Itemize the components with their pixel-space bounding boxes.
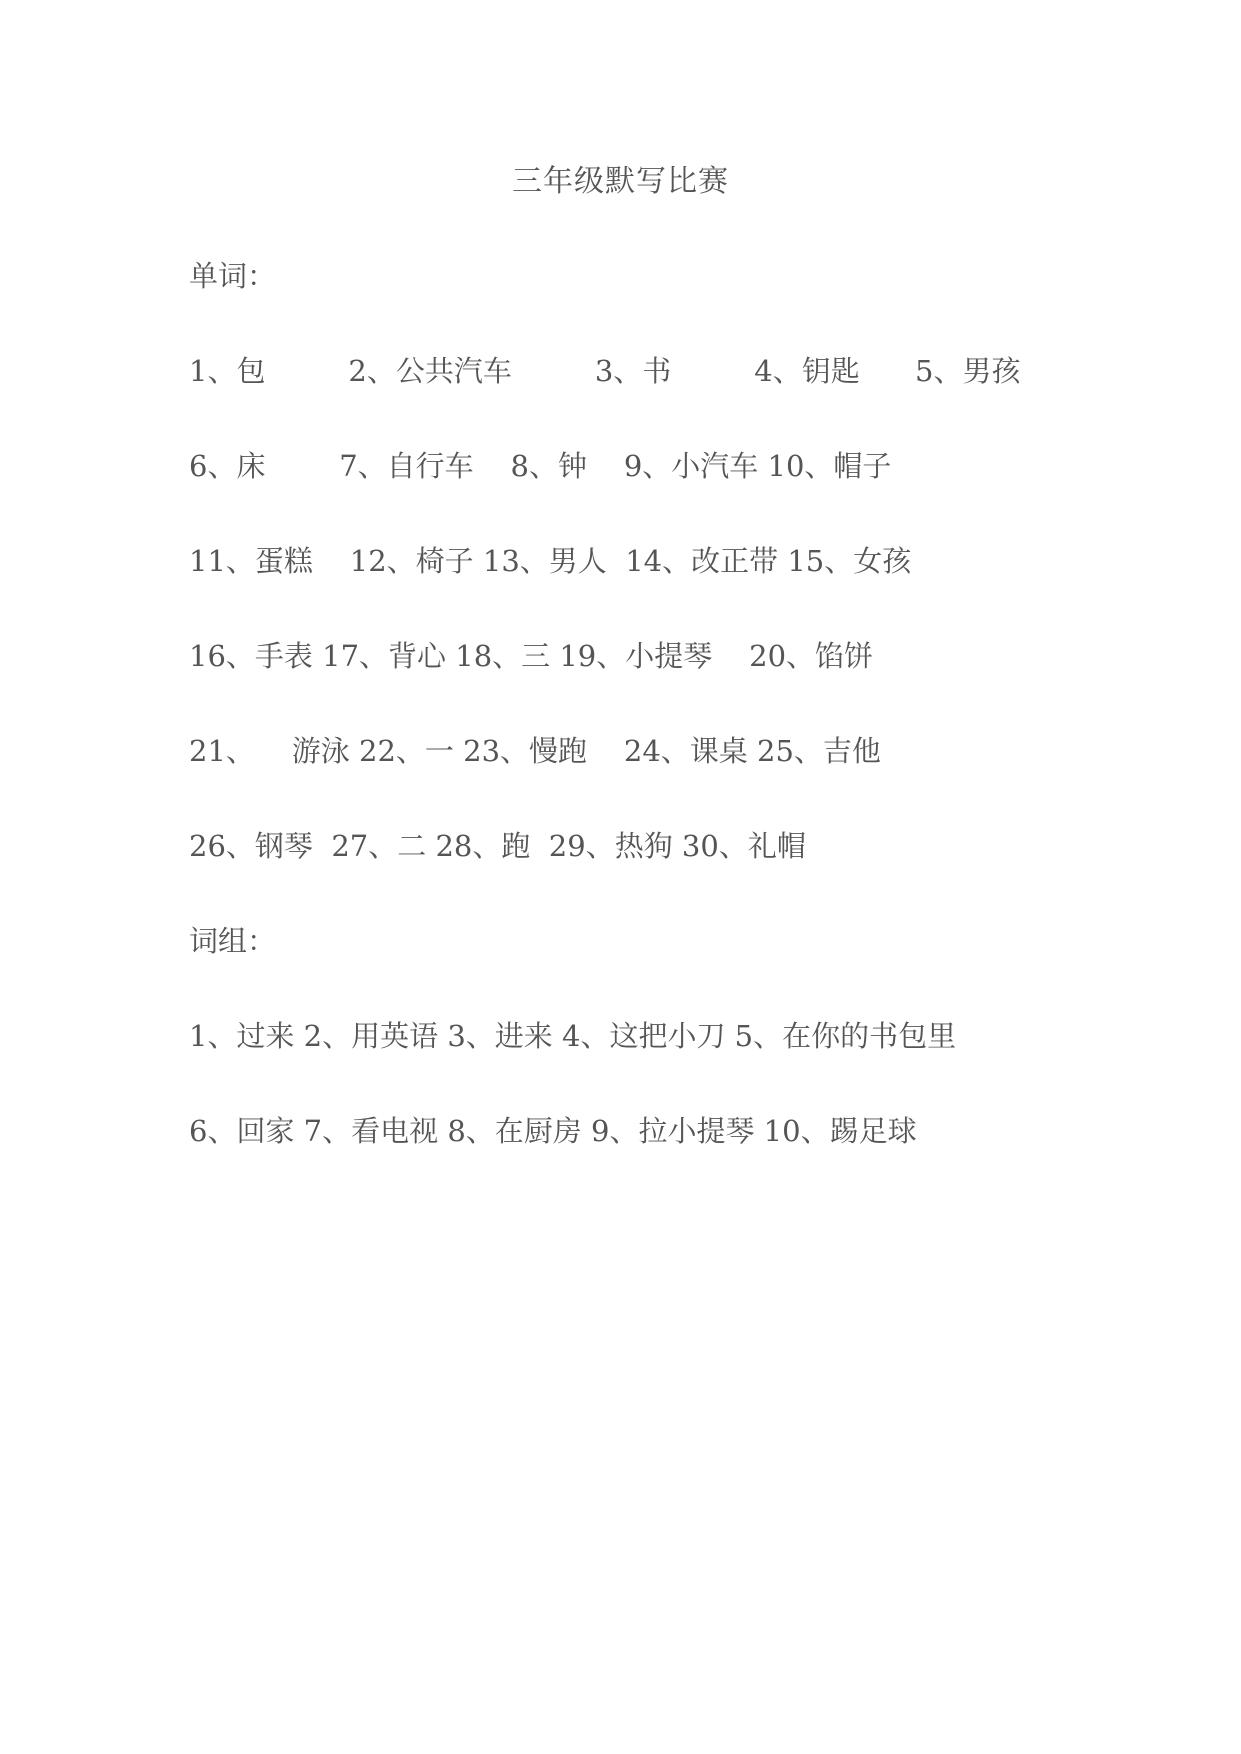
words-line-1: 1、包 2、公共汽车 3、书 4、钥匙 5、男孩 xyxy=(189,354,1021,388)
words-line-6: 26、钢琴 27、二 28、跑 29、热狗 30、礼帽 xyxy=(189,829,806,863)
words-heading: 单词： xyxy=(189,259,277,293)
words-line-4: 16、手表 17、背心 18、三 19、小提琴 20、馅饼 xyxy=(189,639,874,673)
phrases-heading: 词组： xyxy=(189,924,277,958)
phrases-line-1: 1、过来 2、用英语 3、进来 4、这把小刀 5、在你的书包里 xyxy=(189,1019,957,1053)
words-line-3: 11、蛋糕 12、椅子 13、男人 14、改正带 15、女孩 xyxy=(189,544,912,578)
words-line-5: 21、 游泳 22、一 23、慢跑 24、课桌 25、吉他 xyxy=(189,734,881,768)
document-title: 三年级默写比赛 xyxy=(512,164,729,199)
words-line-2: 6、床 7、自行车 8、钟 9、小汽车 10、帽子 xyxy=(189,449,892,483)
phrases-line-2: 6、回家 7、看电视 8、在厨房 9、拉小提琴 10、踢足球 xyxy=(189,1114,917,1148)
